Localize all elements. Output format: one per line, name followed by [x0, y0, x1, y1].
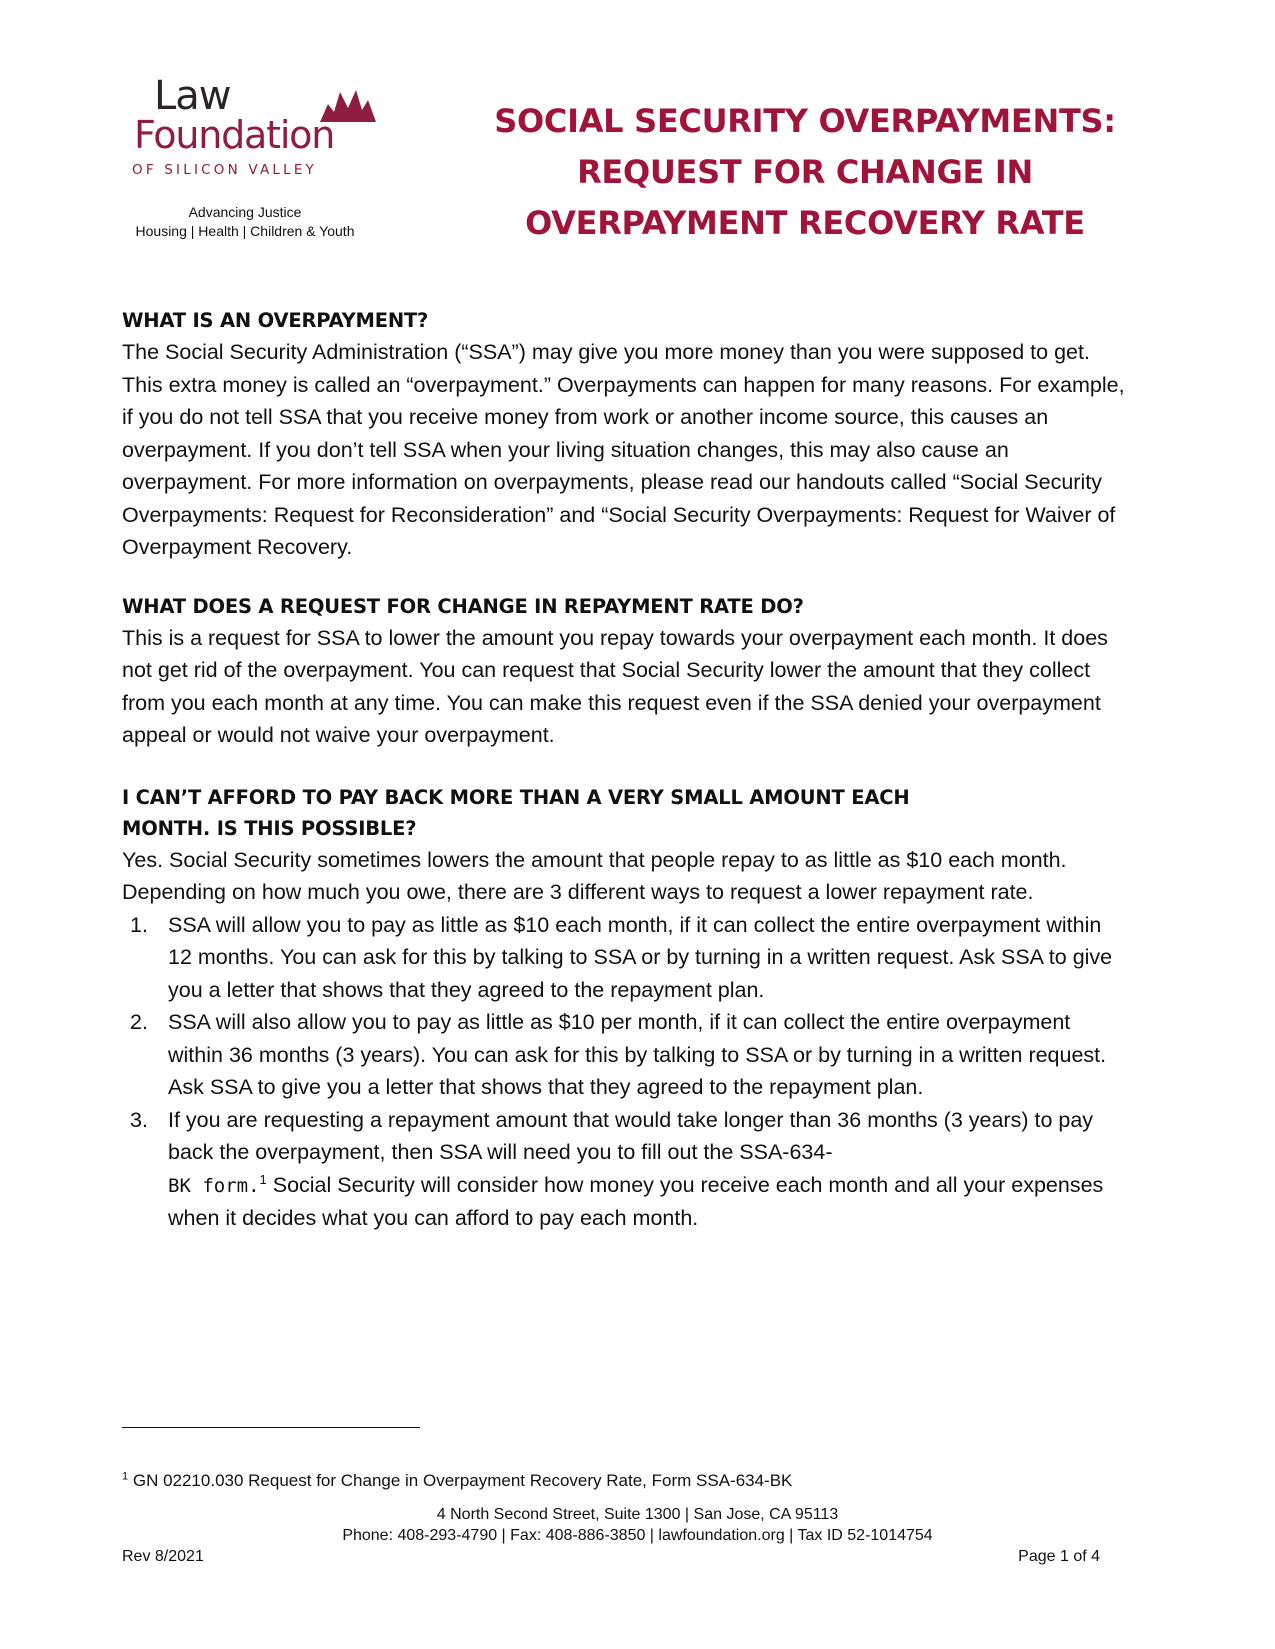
section-heading: WHAT DOES A REQUEST FOR CHANGE IN REPAYMENT RATE DO? — [122, 594, 804, 618]
heading-line-1: I CAN’T AFFORD TO PAY BACK MORE THAN A VERY SMALL AMOUNT EACH — [122, 785, 910, 809]
section-heading: WHAT IS AN OVERPAYMENT? — [122, 309, 429, 332]
list-item-text: If you are requesting a repayment amount that would take longer than 36 months (3 years) to pay back the overpayment, then SSA will need you to fill out the SSA-634- — [168, 1107, 1094, 1164]
list-number: 2. — [130, 1010, 148, 1034]
heading-line-2: MONTH. IS THIS POSSIBLE? — [122, 816, 417, 840]
page-header — [0, 0, 1275, 280]
main-content — [122, 305, 1127, 1235]
list-number: 3. — [130, 1107, 148, 1132]
list-item — [122, 1104, 1127, 1235]
tagline-line-1: Advancing Justice — [188, 204, 302, 220]
section-heading — [122, 782, 1127, 844]
footnote — [122, 1471, 792, 1491]
page-number: Page 1 of 4 — [1018, 1548, 1100, 1565]
tagline-line-2: Housing | Health | Children & Youth — [135, 223, 355, 239]
list-item-text: SSA will also allow you to pay as little as $10 per month, if it can collect the entire overpayment within 36 months (3 years). You can ask for this by talking to SSA or by turning in a written request. Ask SSA to give you a letter that shows that they agreed to the repayment plan. — [168, 1010, 1107, 1099]
repayment-options-list — [122, 909, 1127, 1235]
document-title — [420, 96, 1190, 249]
title-line-3: OVERPAYMENT RECOVERY RATE — [525, 204, 1085, 242]
footnote-reference[interactable]: 1 — [259, 1171, 267, 1187]
footer-address: 4 North Second Street, Suite 1300 | San Jose, CA 95113 — [436, 1506, 839, 1523]
section-what-does-request-do — [122, 591, 1127, 752]
revision-date: Rev 8/2021 — [122, 1548, 204, 1565]
footnote-text: GN 02210.030 Request for Change in Overpayment Recovery Rate, Form SSA-634-BK — [128, 1471, 793, 1490]
list-number: 1. — [130, 912, 148, 937]
logo-tagline — [100, 203, 390, 241]
section-body: The Social Security Administration (“SSA”) may give you more money than you were supposed to get. This extra money is called an “overpayment.” Overpayments can happen for many reasons. For example, if you do not tell SSA that you receive money from work or another income source, this causes an overpayment. If you don’t tell SSA when your living situation changes, this may also cause an overpayment. For more information on overpayments, please read our handouts called “Social Security Overpayments: Request for Reconsideration” and “Social Security Overpayments: Request for Waiver of Overpayment Recovery. — [122, 340, 1125, 559]
footnote-divider — [122, 1427, 420, 1428]
list-item — [122, 1006, 1127, 1104]
logo-subtitle: OF SILICON VALLEY — [132, 162, 318, 178]
logo-word-foundation: Foundation — [134, 113, 335, 157]
logo-word-law: Law — [154, 73, 231, 119]
footnote-mark: 1 — [122, 1470, 129, 1483]
form-name: BK form. — [168, 1174, 260, 1197]
section-body: Yes. Social Security sometimes lowers the amount that people repay to as little as $10 each month. Depending on how much you owe, there are 3 different ways to request a lower repayment rate. — [122, 847, 1067, 904]
list-item — [122, 909, 1127, 1007]
title-line-1: SOCIAL SECURITY OVERPAYMENTS: — [494, 102, 1116, 140]
section-body: This is a request for SSA to lower the amount you repay towards your overpayment each month. It does not get rid of the overpayment. You can request that Social Security lower the amount that they collect from you each month at any time. You can make this request even if the SSA denied your overpayment appeal or would not waive your overpayment. — [122, 625, 1108, 747]
footer-contact: Phone: 408-293-4790 | Fax: 408-886-3850 | lawfoundation.org | Tax ID 52-1014754 — [342, 1527, 933, 1544]
list-item-text-cont: Social Security will consider how money you receive each month and all your expenses when it decides what you can afford to pay each month. — [168, 1172, 1104, 1230]
section-what-is-overpayment — [122, 305, 1127, 564]
list-item-text: SSA will allow you to pay as little as $10 each month, if it can collect the entire overpayment within 12 months. You can ask for this by talking to SSA or by turning in a written request. Ask SSA to give you a letter that shows that they agreed to the repayment plan. — [168, 912, 1113, 1002]
title-line-2: REQUEST FOR CHANGE IN — [577, 153, 1033, 191]
section-small-amount — [122, 782, 1127, 1235]
